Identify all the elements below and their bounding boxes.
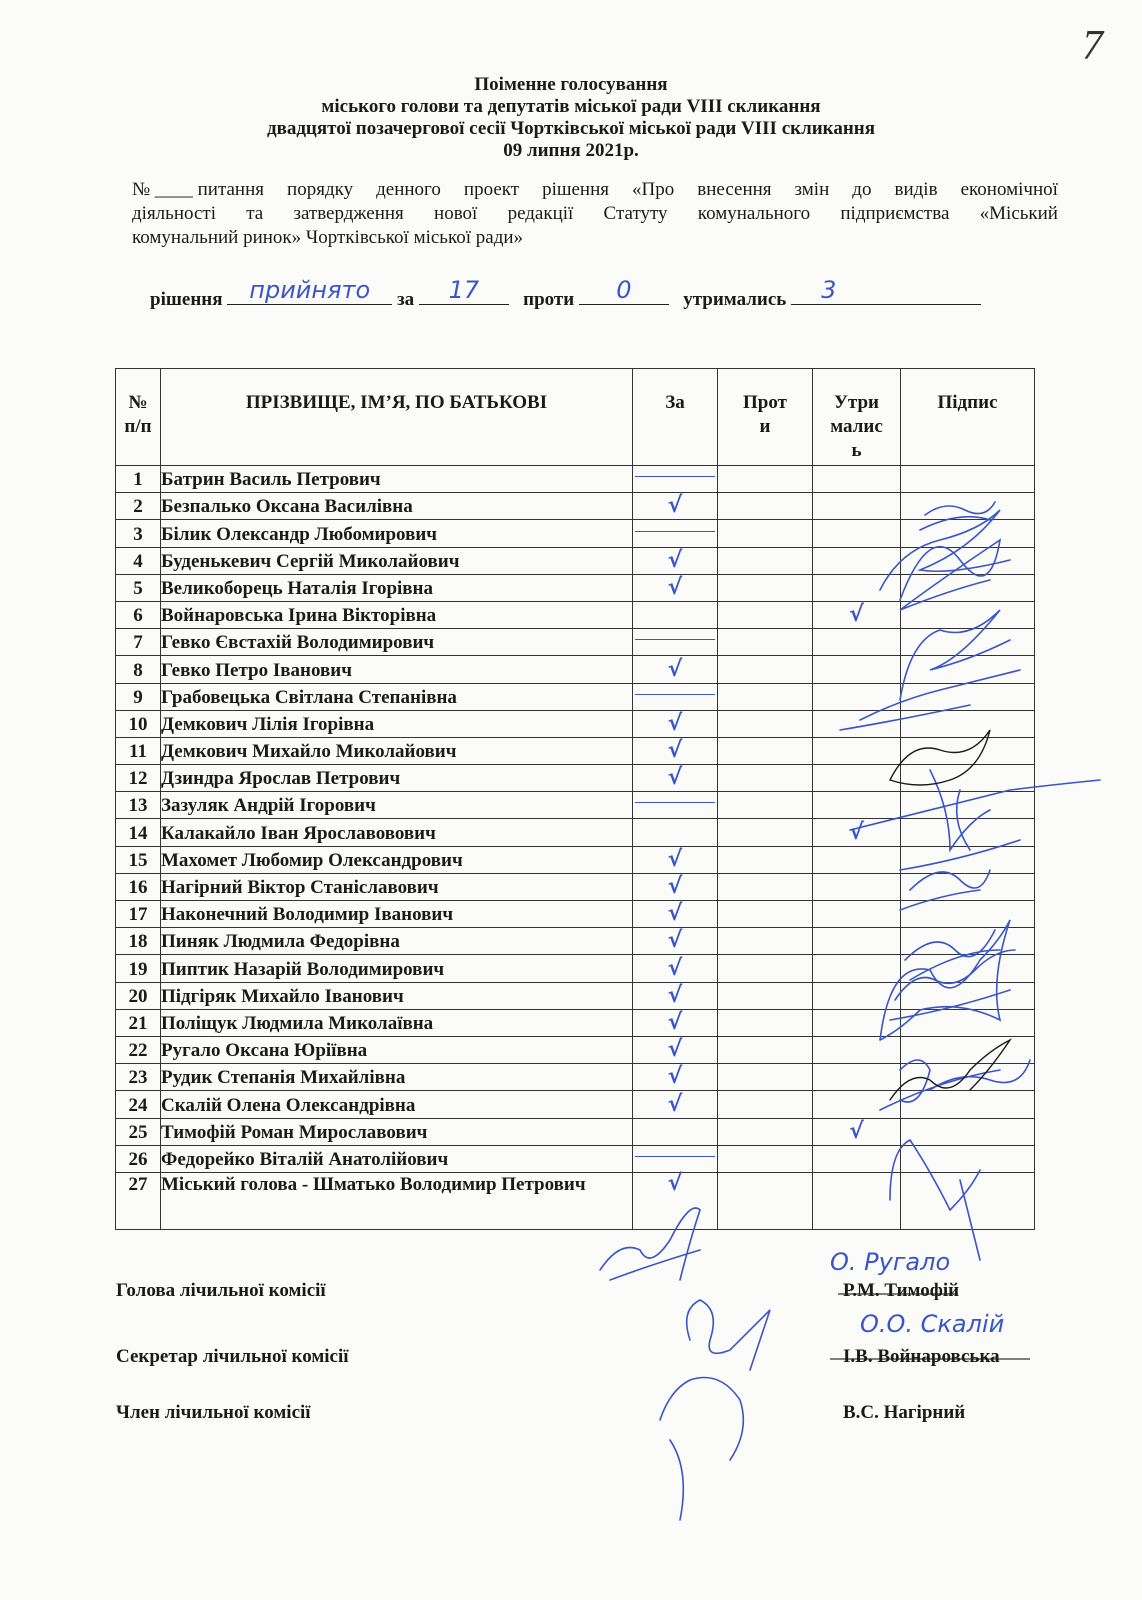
table-row xyxy=(116,1118,1035,1145)
vote-for-cell xyxy=(633,520,718,547)
table-row xyxy=(116,520,1035,547)
vote-for-cell xyxy=(633,819,718,846)
deputy-name: Рудик Степанія Михайлівна xyxy=(161,1064,633,1091)
deputy-name: Великоборець Наталія Ігорівна xyxy=(161,574,633,601)
vote-against-cell xyxy=(718,765,813,792)
for-count: 17 xyxy=(448,276,480,304)
vote-abstained-cell xyxy=(813,1036,901,1063)
vote-for-cell xyxy=(633,493,718,520)
header-date: 09 липня 2021р. xyxy=(503,140,639,161)
vote-against-cell xyxy=(718,846,813,873)
table-row xyxy=(116,629,1035,656)
table-row xyxy=(116,765,1035,792)
question-line-2-word: Статуту xyxy=(603,203,668,224)
question-line-1-word: «Про xyxy=(632,179,675,200)
check-mark-icon: √ xyxy=(667,656,683,682)
vote-abstained-cell xyxy=(813,574,901,601)
signature-cell xyxy=(901,819,1035,846)
decision-label: рішення xyxy=(150,289,223,310)
header-abstained: Утримались xyxy=(813,369,901,466)
row-number: 25 xyxy=(116,1118,161,1145)
check-mark-icon: √ xyxy=(667,1037,683,1063)
vote-abstained-cell xyxy=(813,629,901,656)
signature-cell xyxy=(901,574,1035,601)
vote-against-cell xyxy=(718,955,813,982)
table-row xyxy=(116,1145,1035,1172)
abstained-count: 3 xyxy=(821,276,837,304)
vote-for-cell xyxy=(633,955,718,982)
abstained-count-field xyxy=(791,276,981,305)
deputy-name: Калакайло Іван Ярославовович xyxy=(161,819,633,846)
deputy-name: Білик Олександр Любомирович xyxy=(161,520,633,547)
check-mark-icon: √ xyxy=(667,574,683,600)
row-number: 21 xyxy=(116,1009,161,1036)
table-row xyxy=(116,819,1035,846)
vote-abstained-cell xyxy=(813,1009,901,1036)
signature-cell xyxy=(901,765,1035,792)
vote-for-cell xyxy=(633,928,718,955)
question-line-2-word: затвердження xyxy=(293,203,404,224)
table-row xyxy=(116,1091,1035,1118)
question-line-1-word: економічної xyxy=(960,179,1058,200)
row-number: 8 xyxy=(116,656,161,683)
table-row xyxy=(116,710,1035,737)
deputy-name: Дзиндра Ярослав Петрович xyxy=(161,765,633,792)
question-line-2-word: «Міський xyxy=(979,203,1058,224)
question-line-1-word: до xyxy=(852,179,872,200)
vote-for-cell xyxy=(633,1036,718,1063)
deputy-name: Тимофій Роман Мирославович xyxy=(161,1118,633,1145)
table-row xyxy=(116,846,1035,873)
row-number: 26 xyxy=(116,1145,161,1172)
row-number: 15 xyxy=(116,846,161,873)
vote-for-cell xyxy=(633,1009,718,1036)
table-row xyxy=(116,1036,1035,1063)
row-number: 18 xyxy=(116,928,161,955)
chair-handwritten-name: О. Ругало xyxy=(830,1248,951,1276)
question-line-1-word: денного xyxy=(376,179,441,200)
vote-for-cell xyxy=(633,1172,718,1229)
vote-against-cell xyxy=(718,873,813,900)
vote-for-cell xyxy=(633,629,718,656)
vote-abstained-cell xyxy=(813,1064,901,1091)
check-mark-icon: √ xyxy=(667,710,683,736)
row-number: 10 xyxy=(116,710,161,737)
check-mark-icon: √ xyxy=(667,874,683,899)
deputy-name: Скалій Олена Олександрівна xyxy=(161,1091,633,1118)
header-for: За xyxy=(633,369,718,466)
vote-for-cell xyxy=(633,547,718,574)
signature-cell xyxy=(901,1118,1035,1145)
question-line-1-word: проект xyxy=(463,179,520,200)
table-row xyxy=(116,955,1035,982)
table-row xyxy=(116,873,1035,900)
table-row xyxy=(116,928,1035,955)
vote-against-cell xyxy=(718,1145,813,1172)
vote-abstained-cell xyxy=(813,520,901,547)
signature-cell xyxy=(901,792,1035,819)
row-number: 2 xyxy=(116,493,161,520)
agenda-question xyxy=(132,178,1058,250)
check-mark-icon: √ xyxy=(667,1091,683,1117)
table-body xyxy=(116,466,1035,1230)
header-num: № п/п xyxy=(116,369,161,466)
vote-for-cell xyxy=(633,683,718,710)
row-number: 11 xyxy=(116,737,161,764)
table-row xyxy=(116,901,1035,928)
table-row xyxy=(116,656,1035,683)
deputy-name: Демкович Лілія Ігорівна xyxy=(161,710,633,737)
signature-cell xyxy=(901,656,1035,683)
deputy-name: Буденькевич Сергій Миколайович xyxy=(161,547,633,574)
against-count-field xyxy=(579,276,669,305)
vote-abstained-cell xyxy=(813,955,901,982)
vote-abstained-cell xyxy=(813,928,901,955)
signature-cell xyxy=(901,683,1035,710)
page-number: 7 xyxy=(1082,23,1103,69)
question-line-3: комунальний ринок» Чортківської міської ради» xyxy=(132,227,524,248)
vote-for-cell xyxy=(633,765,718,792)
row-number: 3 xyxy=(116,520,161,547)
question-line-1-word: порядку xyxy=(287,179,354,200)
roll-call-table xyxy=(115,368,1035,1230)
vote-abstained-cell xyxy=(813,1091,901,1118)
row-number: 24 xyxy=(116,1091,161,1118)
deputy-name: Махомет Любомир Олександрович xyxy=(161,846,633,873)
vote-abstained-cell xyxy=(813,493,901,520)
deputy-name: Войнаровська Ірина Вікторівна xyxy=(161,601,633,628)
vote-against-cell xyxy=(718,901,813,928)
row-number: 22 xyxy=(116,1036,161,1063)
question-line-1-word: № ____ питання xyxy=(132,179,265,200)
vote-abstained-cell xyxy=(813,547,901,574)
secretary-signature xyxy=(687,1300,770,1370)
deputy-name: Наконечний Володимир Іванович xyxy=(161,901,633,928)
vote-for-cell xyxy=(633,982,718,1009)
vote-against-cell xyxy=(718,1091,813,1118)
vote-abstained-cell xyxy=(813,873,901,900)
row-number: 23 xyxy=(116,1064,161,1091)
vote-abstained-cell xyxy=(813,1118,901,1145)
header-line-session: двадцятої позачергової сесії Чортківської міської ради VIII скликання xyxy=(266,118,876,139)
table-row xyxy=(116,466,1035,493)
absent-dash xyxy=(635,694,715,695)
table-row xyxy=(116,574,1035,601)
check-mark-icon: √ xyxy=(667,955,683,981)
absent-dash xyxy=(635,476,715,477)
vote-for-cell xyxy=(633,846,718,873)
deputy-name: Демкович Михайло Миколайович xyxy=(161,737,633,764)
vote-abstained-cell xyxy=(813,982,901,1009)
vote-for-cell xyxy=(633,656,718,683)
signature-cell xyxy=(901,1009,1035,1036)
vote-abstained-cell xyxy=(813,601,901,628)
deputy-name: Грабовецька Світлана Степанівна xyxy=(161,683,633,710)
signature-cell xyxy=(901,873,1035,900)
table-row xyxy=(116,547,1035,574)
decision-value: прийнято xyxy=(249,276,371,304)
question-line-1-word: видів xyxy=(894,179,938,200)
deputy-name: Гевко Петро Іванович xyxy=(161,656,633,683)
absent-dash xyxy=(635,1156,715,1157)
member-name: В.С. Нагірний xyxy=(843,1402,966,1423)
vote-for-cell xyxy=(633,1064,718,1091)
row-number: 27 xyxy=(116,1172,161,1229)
signature-cell xyxy=(901,1091,1035,1118)
check-mark-icon: √ xyxy=(667,493,683,519)
vote-against-cell xyxy=(718,737,813,764)
check-mark-icon: √ xyxy=(849,1118,864,1144)
signature-cell xyxy=(901,955,1035,982)
table-row xyxy=(116,792,1035,819)
check-mark-icon: √ xyxy=(667,901,683,927)
vote-for-cell xyxy=(633,737,718,764)
check-mark-icon: √ xyxy=(849,819,864,845)
row-number: 20 xyxy=(116,982,161,1009)
vote-against-cell xyxy=(718,574,813,601)
vote-for-cell xyxy=(633,873,718,900)
vote-against-cell xyxy=(718,520,813,547)
table-row xyxy=(116,601,1035,628)
against-label: проти xyxy=(523,289,575,310)
question-line-2-word: нової xyxy=(434,203,478,224)
vote-abstained-cell xyxy=(813,466,901,493)
header-title: Поіменне голосування xyxy=(474,74,668,95)
absent-dash xyxy=(635,639,715,640)
vote-abstained-cell xyxy=(813,1145,901,1172)
vote-for-cell xyxy=(633,792,718,819)
deputy-name: Міський голова - Шматько Володимир Петрович xyxy=(161,1172,633,1229)
vote-against-cell xyxy=(718,629,813,656)
vote-for-cell xyxy=(633,710,718,737)
check-mark-icon: √ xyxy=(667,1064,683,1090)
signature-cell xyxy=(901,982,1035,1009)
question-line-1-word: змін xyxy=(794,179,830,200)
signature-cell xyxy=(901,601,1035,628)
secretary-handwritten-name: О.О. Скалій xyxy=(860,1310,1005,1338)
document-header xyxy=(0,74,1142,162)
row-number: 13 xyxy=(116,792,161,819)
chair-label: Голова лічильної комісії xyxy=(116,1280,326,1301)
header-line-council: міського голови та депутатів міської ради VIII скликання xyxy=(321,96,821,117)
vote-abstained-cell xyxy=(813,901,901,928)
deputy-name: Підгіряк Михайло Іванович xyxy=(161,982,633,1009)
vote-abstained-cell xyxy=(813,819,901,846)
vote-against-cell xyxy=(718,1172,813,1229)
row-number: 7 xyxy=(116,629,161,656)
signature-cell xyxy=(901,710,1035,737)
header-against: Проти xyxy=(718,369,813,466)
vote-abstained-cell xyxy=(813,1172,901,1229)
signature-cell xyxy=(901,493,1035,520)
question-line-2 xyxy=(132,202,1058,226)
table-row xyxy=(116,1009,1035,1036)
table-row xyxy=(116,737,1035,764)
check-mark-icon: √ xyxy=(667,765,683,791)
member-signature xyxy=(660,1378,743,1521)
deputy-name: Поліщук Людмила Миколаївна xyxy=(161,1009,633,1036)
vote-abstained-cell xyxy=(813,792,901,819)
row-number: 6 xyxy=(116,601,161,628)
deputy-name: Зазуляк Андрій Ігорович xyxy=(161,792,633,819)
for-label: за xyxy=(397,289,415,310)
check-mark-icon: √ xyxy=(849,602,864,628)
row-number: 17 xyxy=(116,901,161,928)
vote-abstained-cell xyxy=(813,765,901,792)
row-number: 1 xyxy=(116,466,161,493)
header-signature: Підпис xyxy=(901,369,1035,466)
table-row xyxy=(116,982,1035,1009)
question-line-2-word: та xyxy=(246,203,264,224)
row-number: 19 xyxy=(116,955,161,982)
vote-abstained-cell xyxy=(813,710,901,737)
vote-abstained-cell xyxy=(813,683,901,710)
deputy-name: Гевко Євстахій Володимирович xyxy=(161,629,633,656)
question-line-2-word: комунального xyxy=(697,203,811,224)
vote-abstained-cell xyxy=(813,656,901,683)
vote-against-cell xyxy=(718,1009,813,1036)
vote-against-cell xyxy=(718,601,813,628)
signature-cell xyxy=(901,928,1035,955)
vote-against-cell xyxy=(718,819,813,846)
vote-against-cell xyxy=(718,710,813,737)
table-row xyxy=(116,1172,1035,1229)
secretary-label: Секретар лічильної комісії xyxy=(116,1346,349,1367)
vote-against-cell xyxy=(718,466,813,493)
decision-field xyxy=(227,276,392,305)
table-row xyxy=(116,683,1035,710)
check-mark-icon: √ xyxy=(667,547,683,573)
signature-cell xyxy=(901,547,1035,574)
deputy-name: Пиптик Назарій Володимирович xyxy=(161,955,633,982)
vote-against-cell xyxy=(718,928,813,955)
signature-cell xyxy=(901,1172,1035,1229)
check-mark-icon: √ xyxy=(667,928,683,954)
check-mark-icon: √ xyxy=(667,982,683,1008)
row-number: 16 xyxy=(116,873,161,900)
signature-cell xyxy=(901,1064,1035,1091)
deputy-name: Безпалько Оксана Василівна xyxy=(161,493,633,520)
vote-for-cell xyxy=(633,901,718,928)
signature-cell xyxy=(901,846,1035,873)
deputy-name: Ругало Оксана Юріївна xyxy=(161,1036,633,1063)
deputy-name: Федорейко Віталій Анатолійович xyxy=(161,1145,633,1172)
table-row xyxy=(116,493,1035,520)
signature-cell xyxy=(901,1036,1035,1063)
signature-cell xyxy=(901,1145,1035,1172)
signature-cell xyxy=(901,466,1035,493)
row-number: 4 xyxy=(116,547,161,574)
row-number: 5 xyxy=(116,574,161,601)
deputy-name: Пиняк Людмила Федорівна xyxy=(161,928,633,955)
question-line-2-word: діяльності xyxy=(132,203,216,224)
vote-abstained-cell xyxy=(813,846,901,873)
against-count: 0 xyxy=(616,276,632,304)
vote-against-cell xyxy=(718,493,813,520)
secretary-name: І.В. Войнаровська xyxy=(843,1346,1000,1367)
check-mark-icon: √ xyxy=(667,738,683,764)
absent-dash xyxy=(635,531,715,532)
question-line-1 xyxy=(132,178,1058,202)
vote-result xyxy=(150,276,981,311)
vote-for-cell xyxy=(633,601,718,628)
check-mark-icon: √ xyxy=(667,846,683,872)
chair-name: Р.М. Тимофій xyxy=(843,1280,960,1301)
for-count-field xyxy=(419,276,509,305)
deputy-name: Батрин Василь Петрович xyxy=(161,466,633,493)
row-number: 9 xyxy=(116,683,161,710)
row-number: 14 xyxy=(116,819,161,846)
check-mark-icon: √ xyxy=(667,1009,683,1035)
vote-abstained-cell xyxy=(813,737,901,764)
check-mark-icon: √ xyxy=(667,1170,683,1196)
vote-for-cell xyxy=(633,1145,718,1172)
question-line-2-word: підприємства xyxy=(840,203,950,224)
vote-against-cell xyxy=(718,656,813,683)
vote-against-cell xyxy=(718,982,813,1009)
member-label: Член лічильної комісії xyxy=(116,1402,311,1423)
vote-against-cell xyxy=(718,1064,813,1091)
vote-for-cell xyxy=(633,1091,718,1118)
vote-for-cell xyxy=(633,466,718,493)
vote-for-cell xyxy=(633,574,718,601)
question-line-1-word: рішення xyxy=(542,179,609,200)
signature-cell xyxy=(901,520,1035,547)
signature-cell xyxy=(901,737,1035,764)
signature-cell xyxy=(901,901,1035,928)
signature-cell xyxy=(901,629,1035,656)
vote-against-cell xyxy=(718,1036,813,1063)
vote-against-cell xyxy=(718,547,813,574)
vote-against-cell xyxy=(718,683,813,710)
absent-dash xyxy=(635,802,715,803)
vote-for-cell xyxy=(633,1118,718,1145)
deputy-name: Нагірний Віктор Станіславович xyxy=(161,873,633,900)
row-number: 12 xyxy=(116,765,161,792)
abstained-label: утримались xyxy=(683,289,787,310)
question-line-2-word: редакції xyxy=(507,203,574,224)
header-name: ПРІЗВИЩЕ, ІМ’Я, ПО БАТЬКОВІ xyxy=(161,369,633,466)
vote-against-cell xyxy=(718,1118,813,1145)
table-row xyxy=(116,1064,1035,1091)
question-line-1-word: внесення xyxy=(697,179,772,200)
vote-against-cell xyxy=(718,792,813,819)
